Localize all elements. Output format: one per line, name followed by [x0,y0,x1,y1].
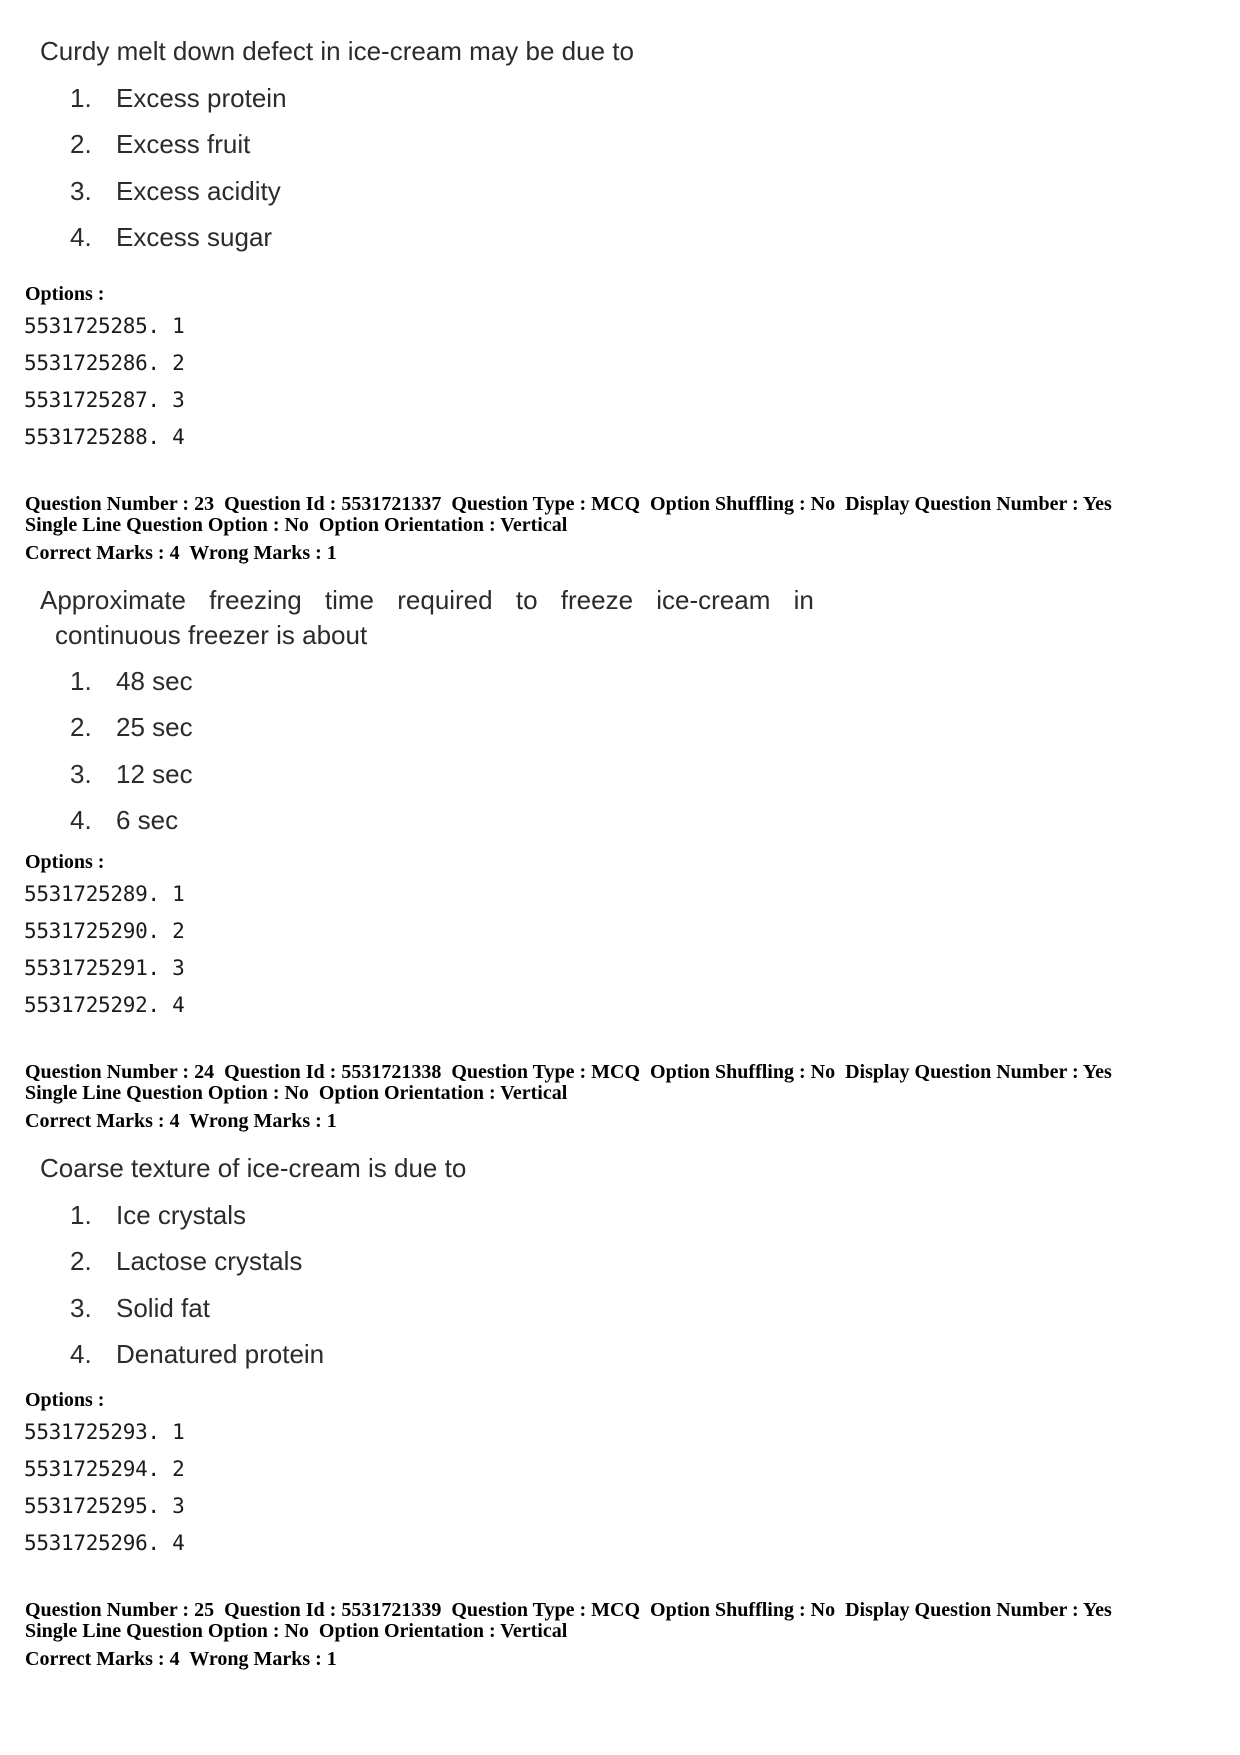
choice-number: 4. [70,805,92,835]
question-24-choice-4 [70,1339,324,1370]
option-code: 5531725289. 1 [24,882,185,906]
question-22-choice-1 [70,83,287,114]
options-label: Options : [25,1389,105,1411]
question-22-choice-2 [70,129,250,160]
choice-number: 2. [70,1246,92,1276]
choice-text: 48 sec [116,666,193,696]
question-meta-line: Question Number : 25 Question Id : 5531721339 Question Type : MCQ Option Shuffling : No Display Question Number : Yes [25,1599,1112,1621]
choice-text: 12 sec [116,759,193,789]
option-code: 5531725288. 4 [24,425,185,449]
question-24-stem: Coarse texture of ice-cream is due to [40,1153,467,1183]
question-22-choice-3 [70,176,281,207]
choice-text: Solid fat [116,1293,210,1323]
choice-number: 3. [70,1293,92,1323]
question-meta-line: Single Line Question Option : No Option Orientation : Vertical [25,1620,568,1642]
choice-text: Excess protein [116,83,287,113]
question-23-choice-4 [70,805,178,836]
choice-number: 4. [70,1339,92,1369]
question-25-meta [25,1600,1112,1642]
choice-number: 1. [70,83,92,113]
option-code: 5531725285. 1 [24,314,185,338]
question-23-meta [25,494,1112,536]
question-23-choice-2 [70,712,193,743]
option-code: 5531725290. 2 [24,919,185,943]
choice-text: Denatured protein [116,1339,325,1369]
question-meta-line: Question Number : 24 Question Id : 5531721338 Question Type : MCQ Option Shuffling : No Display Question Number : Yes [25,1061,1112,1083]
choice-text: Ice crystals [116,1200,247,1230]
choice-text: Lactose crystals [116,1246,303,1276]
option-code: 5531725292. 4 [24,993,185,1017]
choice-text: Excess fruit [116,129,251,159]
choice-number: 1. [70,1200,92,1230]
choice-text: Excess acidity [116,176,281,206]
question-23-marks: Correct Marks : 4 Wrong Marks : 1 [25,542,337,564]
option-code: 5531725295. 3 [24,1494,185,1518]
choice-number: 2. [70,129,92,159]
choice-number: 3. [70,176,92,206]
choice-number: 1. [70,666,92,696]
option-code: 5531725286. 2 [24,351,185,375]
choice-number: 2. [70,712,92,742]
question-25-marks: Correct Marks : 4 Wrong Marks : 1 [25,1648,337,1670]
question-23-stem-line-1: Approximate freezing time required to freeze ice-cream in [40,585,814,615]
question-24-meta [25,1062,1112,1104]
options-label: Options : [25,283,105,305]
question-23-stem-line-2: continuous freezer is about [55,620,368,650]
option-code: 5531725296. 4 [24,1531,185,1555]
choice-text: 25 sec [116,712,193,742]
question-24-choice-2 [70,1246,302,1277]
question-23-choice-3 [70,759,193,790]
question-24-choice-3 [70,1293,210,1324]
question-meta-line: Single Line Question Option : No Option Orientation : Vertical [25,514,568,536]
options-label: Options : [25,851,105,873]
option-code: 5531725287. 3 [24,388,185,412]
question-24-marks: Correct Marks : 4 Wrong Marks : 1 [25,1110,337,1132]
question-23-choice-1 [70,666,193,697]
choice-text: Excess sugar [116,222,273,252]
question-22-choice-4 [70,222,272,253]
question-24-choice-1 [70,1200,246,1231]
option-code: 5531725294. 2 [24,1457,185,1481]
choice-text: 6 sec [116,805,179,835]
option-code: 5531725291. 3 [24,956,185,980]
question-meta-line: Single Line Question Option : No Option Orientation : Vertical [25,1082,568,1104]
question-meta-line: Question Number : 23 Question Id : 5531721337 Question Type : MCQ Option Shuffling : No Display Question Number : Yes [25,493,1112,515]
choice-number: 4. [70,222,92,252]
choice-number: 3. [70,759,92,789]
question-22-stem: Curdy melt down defect in ice-cream may be due to [40,36,634,66]
option-code: 5531725293. 1 [24,1420,185,1444]
